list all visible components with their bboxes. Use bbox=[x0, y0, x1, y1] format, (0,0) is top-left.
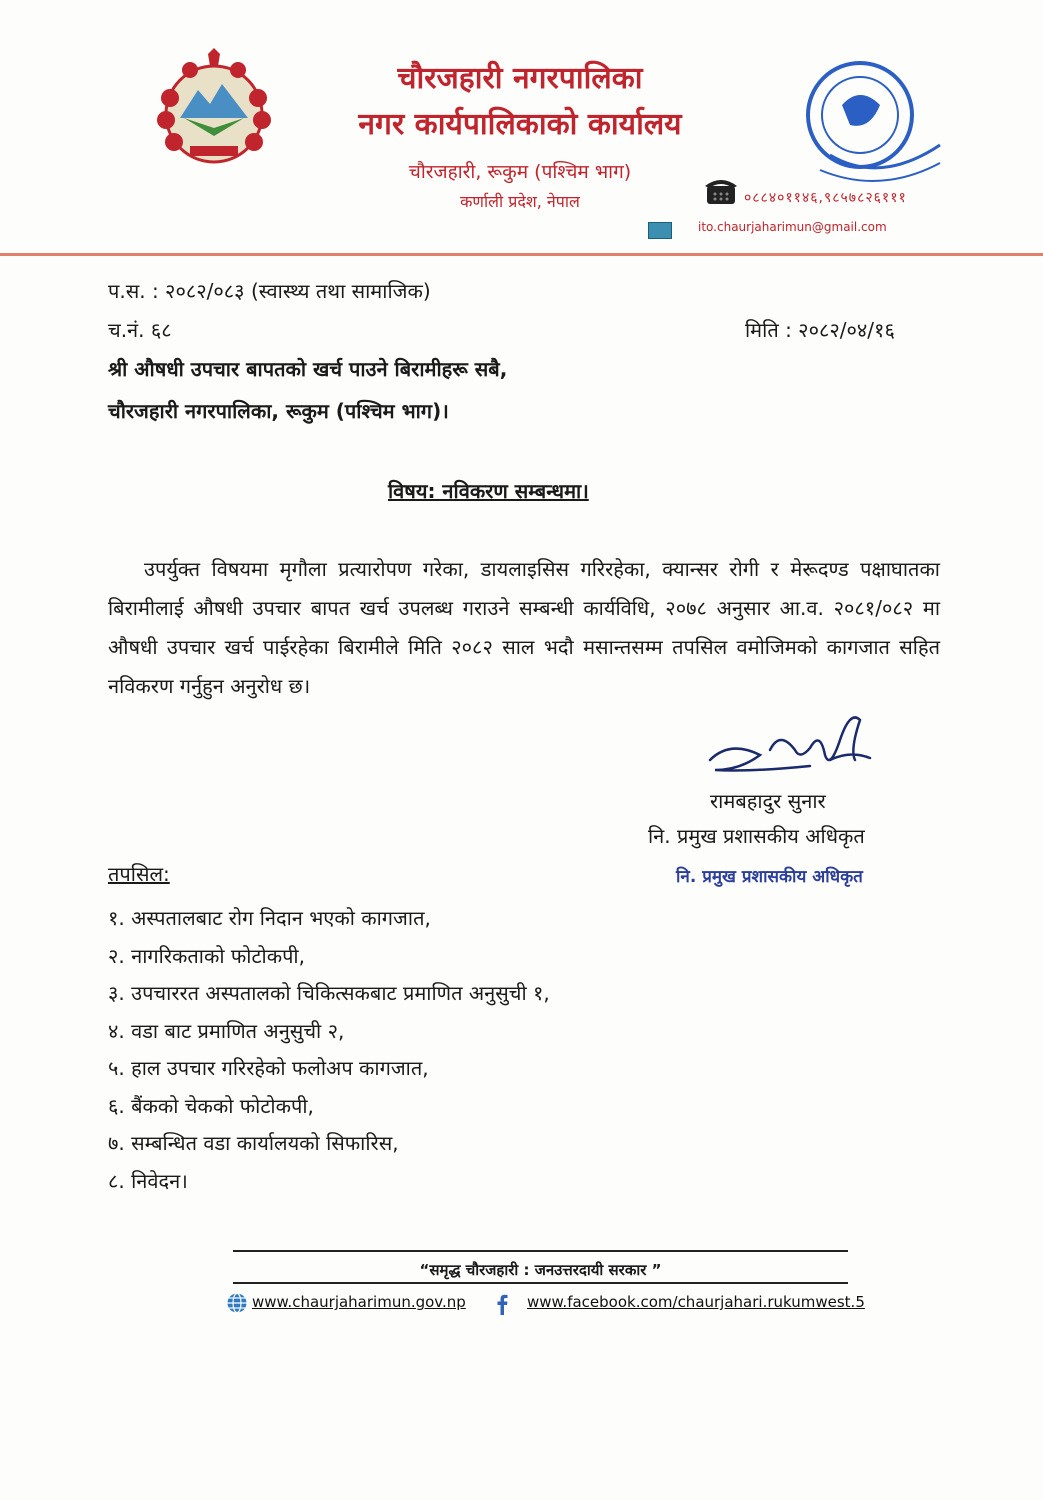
list-item: ४. वडा बाट प्रमाणित अनुसुची २, bbox=[108, 1018, 345, 1043]
signer-title: नि. प्रमुख प्रशासकीय अधिकृत bbox=[648, 824, 865, 848]
list-item: ८. निवेदन। bbox=[108, 1168, 188, 1193]
office-name-line2: नगर कार्यपालिकाको कार्यालय bbox=[358, 107, 682, 142]
office-name-line1: चौरजहारी नगरपालिका bbox=[397, 61, 643, 96]
reference-number: प.स. : २०८२/०८३ (स्वास्थ्य तथा सामाजिक) bbox=[108, 279, 431, 303]
annex-heading: तपसिल: bbox=[108, 862, 170, 886]
recipient-line1: श्री औषधी उपचार बापतको खर्च पाउने बिरामीहरू सबै, bbox=[108, 357, 508, 381]
phone-number: ०८८४०११४६,९८५७८२६१११ bbox=[744, 190, 907, 206]
phone-icon bbox=[703, 174, 739, 206]
list-item: ६. बैंकको चेकको फोटोकपी, bbox=[108, 1093, 314, 1118]
email-address[interactable]: ito.chaurjaharimun@gmail.com bbox=[698, 220, 887, 234]
facebook-link[interactable]: www.facebook.com/chaurjahari.rukumwest.5 bbox=[527, 1293, 865, 1311]
recipient-line2: चौरजहारी नगरपालिका, रूकुम (पश्चिम भाग)। bbox=[108, 399, 449, 423]
dispatch-number: च.नं. ६८ bbox=[108, 318, 172, 342]
letter-date: मिति : २०८२/०४/१६ bbox=[745, 318, 895, 342]
email-icon bbox=[648, 222, 672, 239]
signer-name: रामबहादुर सुनार bbox=[710, 789, 826, 813]
list-item: १. अस्पतालबाट रोग निदान भएको कागजात, bbox=[108, 906, 431, 930]
handwritten-signature-icon bbox=[700, 700, 880, 790]
address-line2: कर्णाली प्रदेश, नेपाल bbox=[460, 192, 580, 211]
footer-divider-bottom bbox=[233, 1282, 848, 1284]
annex-list bbox=[108, 900, 550, 1200]
list-item: ५. हाल उपचार गरिरहेको फलोअप कागजात, bbox=[108, 1056, 429, 1080]
letter-subject: विषय: नविकरण सम्बन्धमा। bbox=[388, 479, 589, 503]
website-link[interactable]: www.chaurjaharimun.gov.np bbox=[252, 1293, 466, 1311]
address-line1: चौरजहारी, रूकुम (पश्चिम भाग) bbox=[408, 161, 632, 183]
list-item: ७. सम्बन्धित वडा कार्यालयको सिफारिस, bbox=[108, 1131, 399, 1155]
facebook-icon bbox=[494, 1293, 510, 1315]
list-item: ३. उपचाररत अस्पतालको चिकित्सकबाट प्रमाणित अनुसुची १, bbox=[108, 981, 550, 1005]
nepal-emblem-icon bbox=[150, 48, 278, 176]
globe-icon bbox=[226, 1292, 248, 1314]
office-stamp-icon bbox=[790, 45, 950, 205]
footer-divider-top bbox=[233, 1250, 848, 1252]
list-item: २. नागरिकताको फोटोकपी, bbox=[108, 943, 305, 968]
letter-body: उपर्युक्त विषयमा मृगौला प्रत्यारोपण गरेका, डायलाइसिस गरिरहेका, क्यान्सर रोगी र मेरूदण्ड पक्षाघातका बिरामीलाई औषधी उपचार बापत खर्च उपलब्ध गराउने सम्बन्धी कार्यविधि, २०७८ अनुसार आ.व. २०८१/०८२ मा औषधी उपचार खर्च पाईरहेका बिरामीले मिति २०८२ साल भदौ मसान्तसम्म तपसिल वमोजिमको कागजात सहित नविकरण गर्नुहुन अनुरोध छ। bbox=[108, 557, 940, 698]
seal-title: नि. प्रमुख प्रशासकीय अधिकृत bbox=[676, 867, 863, 887]
header-divider bbox=[0, 253, 1043, 256]
footer-slogan: “समृद्ध चौरजहारी : जनउत्तरदायी सरकार ” bbox=[419, 1261, 662, 1279]
